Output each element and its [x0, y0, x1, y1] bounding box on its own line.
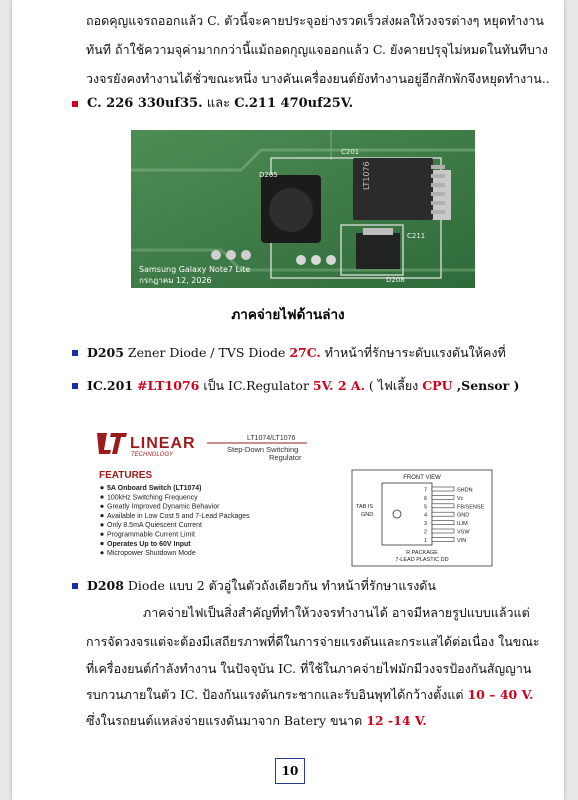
feature-bullet-icon [100, 542, 103, 545]
bullet-icon [72, 101, 78, 107]
capacitor-sep: และ [202, 96, 235, 111]
pin-name: FB/SENSE [457, 504, 485, 511]
front-view-label: FRONT VIEW [403, 475, 441, 481]
feature-item: Only 8.5mA Quiescent Current [107, 522, 202, 530]
part-cpu: CPU [422, 378, 453, 393]
feature-bullet-icon [100, 514, 103, 517]
paragraph-line: ทันที ถ้าใช้ความจุค่ามากกว่านี้แม้ถอดกุญแจออกแล้ว C. ยังคายปรุจุไม่หมดในทันทีบาง [86, 42, 548, 57]
pcb-label: C211 [407, 232, 426, 240]
paragraph-text: ซึ่งในรถยนต์แหล่งจ่ายแรงดันมาจาก Batery ขนาด [86, 713, 367, 728]
part-desc: Zener Diode / TVS Diode [123, 345, 290, 360]
part-id: D208 [87, 578, 124, 593]
pin-number: 6 [423, 495, 427, 502]
feature-bullet-icon [100, 495, 103, 498]
part-id: D205 [87, 345, 124, 360]
pin-name: ILIM [457, 521, 468, 528]
bullet-icon [72, 350, 78, 356]
linear-logo-icon [97, 433, 111, 454]
features-title: FEATURES [99, 470, 153, 481]
bullet-icon [72, 383, 78, 389]
feature-bullet-icon [100, 486, 103, 489]
pcb-photo [131, 130, 475, 288]
feature-item: Greatly Improved Dynamic Behavior [107, 503, 220, 511]
part-desc: เป็น IC.Regulator [199, 378, 313, 393]
document-page [12, 0, 564, 800]
feature-bullet-icon [100, 551, 103, 554]
pcb-label: C201 [341, 148, 360, 156]
pin-name: VSW [457, 529, 470, 536]
d208-line [87, 577, 436, 595]
pin-name: GND [457, 512, 470, 519]
feature-bullet-icon [100, 523, 103, 526]
pin-lead [432, 537, 454, 541]
brand-name: LINEAR [130, 435, 196, 452]
part-title: Step-Down Switching [227, 445, 299, 454]
ic201-line [87, 377, 519, 395]
feature-item: 100kHz Switching Frequency [107, 494, 198, 502]
package-desc: 7-LEAD PLASTIC DD [395, 557, 449, 563]
pin-lead [432, 529, 454, 533]
brand-sub: TECHNOLOGY [131, 452, 174, 458]
part-spec: 5V. 2 A. [312, 378, 365, 393]
paragraph-line [86, 712, 427, 730]
pcb-label: D205 [259, 171, 278, 179]
feature-item: Operates Up to 60V Input [107, 540, 191, 548]
photo-caption: ภาคจ่ายไฟด้านล่าง [231, 307, 345, 323]
pin-lead [432, 487, 454, 491]
paragraph-line: วงจรยังคงทำงานได้ชั่วขณะหนึ่ง บางคันเครื่องยนต์ยังทำงานอยู่อีกสักพักจึงหยุดทำงาน.. [86, 71, 550, 86]
photo-watermark: Samsung Galaxy Note7 Lite [139, 265, 251, 274]
paragraph-text: รบกวนภายในตัว IC. ป้องกันแรงดันกระชากและรับอินพุทได้กว้างตั้งแต่ [86, 687, 468, 702]
pin-number: 3 [423, 521, 427, 528]
pin-number: 7 [423, 487, 427, 494]
tab-label-gnd: GND [361, 512, 374, 518]
capacitor-c: C.211 470uf25V. [234, 96, 354, 111]
pin-lead [432, 512, 454, 516]
pin-name: Vc [457, 495, 464, 502]
feature-item: Available in Low Cost 5 and 7-Lead Packages [107, 512, 250, 520]
pin-number: 2 [423, 529, 427, 536]
feature-item: Programmable Current Limit [107, 531, 195, 539]
battery-voltage: 12 -14 V. [366, 713, 427, 728]
pin-lead [432, 495, 454, 499]
part-function: ( ไฟเลี้ยง [364, 378, 423, 393]
voltage-range: 10 – 40 V. [467, 687, 534, 702]
capacitor-line [87, 95, 353, 113]
package-label: R PACKAGE [406, 550, 438, 556]
paragraph-line: ภาคจ่ายไฟเป็นสิ่งสำคัญที่ทำให้วงจรทำงานได้ อาจมีหลายรูปแบบแล้วแต่ [143, 605, 530, 620]
tab-label: TAB IS [356, 504, 374, 510]
part-desc: Diode แบบ 2 ตัวอู่ในตัวถังเดียวกัน ทำหน้าที่รักษาแรงดัน [123, 578, 436, 593]
feature-bullet-icon [100, 533, 103, 536]
paragraph-line: ที่เครื่องยนต์กำลังทำงาน ในปัจจุบัน IC. ที่ใช้ในภาคจ่ายไฟมักมีวงจรป้องกันสัญญาน [86, 661, 532, 676]
part-sensor: ,Sensor ) [452, 378, 520, 393]
pcb-label: D208 [386, 276, 405, 284]
pin-name: VIN [457, 537, 467, 544]
bullet-icon [72, 583, 78, 589]
pin-lead [432, 504, 454, 508]
page-number: 10 [275, 758, 305, 784]
paragraph-line: ถอดคุญแจรถออกแล้ว C. ตัวนี้จะคายประจุอย่างรวดเร็วส่งผลให้วงจรต่างๆ หยุดทำงาน [86, 13, 544, 28]
pin-lead [432, 521, 454, 525]
pin-number: 1 [423, 537, 427, 544]
part-value: 27C. [289, 345, 321, 360]
feature-item: Micropower Shutdown Mode [107, 550, 196, 558]
feature-item: 5A Onboard Switch (LT1074) [107, 485, 202, 492]
part-function: ทำหน้าที่รักษาระดับแรงดันให้คงที่ [320, 345, 506, 360]
d205-line [87, 344, 506, 362]
photo-watermark-date: กรกฎาคม 12, 2026 [139, 276, 212, 285]
part-model: #LT1076 [137, 378, 200, 393]
chip-marking: LT1076 [362, 161, 371, 190]
part-numbers: LT1074/LT1076 [247, 435, 296, 442]
paragraph-line [86, 686, 533, 704]
part-id: IC.201 [87, 378, 134, 393]
feature-bullet-icon [100, 505, 103, 508]
pin-number: 4 [423, 512, 427, 519]
capacitor-a: C. 226 330uf35. [87, 96, 203, 111]
pin-number: 5 [423, 504, 427, 511]
part-title-2: Regulator [269, 453, 302, 462]
datasheet-excerpt [97, 428, 497, 580]
paragraph-line: การจัดวงจรแต่จะต้องมีเสถียรภาพที่ดีในการจ่ายแรงดันและกระแสได้ต่อเนื่อง ในขณะ [86, 634, 540, 649]
pin-name: SHDN [457, 487, 473, 494]
